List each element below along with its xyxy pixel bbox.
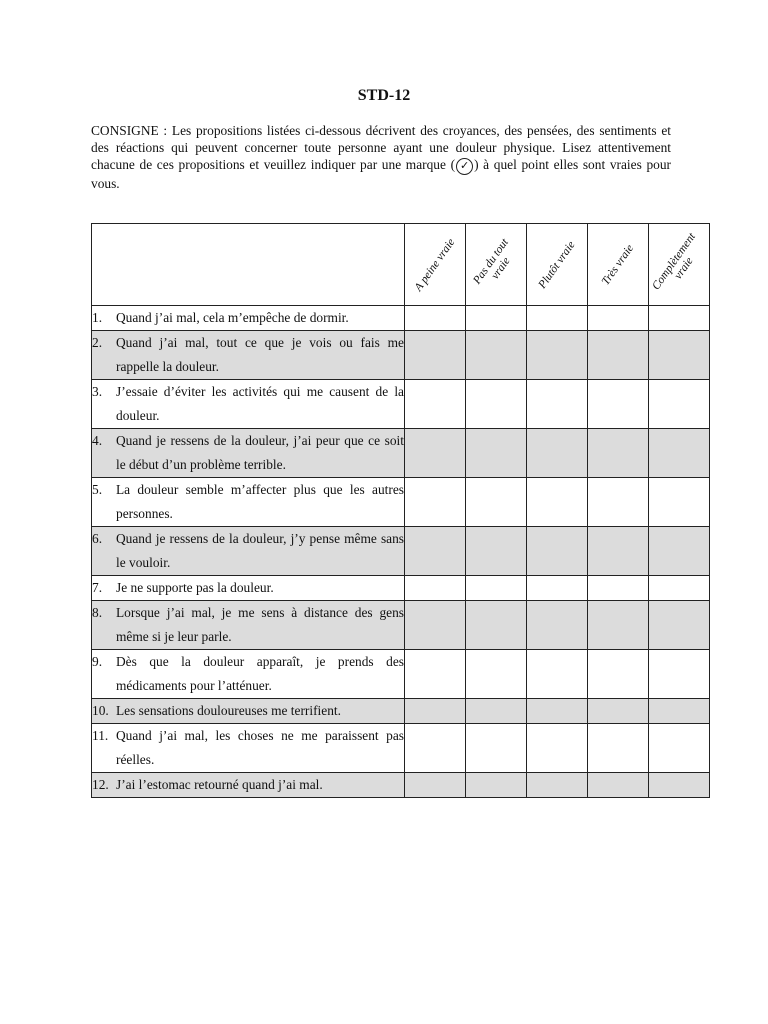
item-text: J’ai l’estomac retourné quand j’ai mal.: [116, 777, 323, 792]
table-row: [92, 527, 710, 576]
instructions-text-end: ) à quel point elles sont vraies pour vous.: [91, 157, 671, 192]
answer-cell-a-peine-vraie[interactable]: [405, 306, 466, 331]
table-row: [92, 650, 710, 699]
answer-cell-tres-vraie[interactable]: [588, 527, 649, 576]
table-row: [92, 576, 710, 601]
answer-cell-tres-vraie[interactable]: [588, 773, 649, 798]
column-header-plutot-vraie: Plutôt vraie: [527, 224, 588, 306]
statement-cell: [92, 429, 405, 478]
item-number: 5.: [92, 482, 103, 497]
answer-cell-plutot-vraie[interactable]: [527, 380, 588, 429]
answer-cell-plutot-vraie[interactable]: [527, 773, 588, 798]
instructions-text: CONSIGNE : Les propositions listées ci-dessous décrivent des croyances, des pensées, des sentiments et des réactions qui peuvent concerner toute personne ayant une douleur physique. Lisez attentivement chacune de ces propositions et veuillez indiquer par une marque (: [91, 123, 671, 173]
answer-cell-plutot-vraie[interactable]: [527, 601, 588, 650]
item-text: Je ne supporte pas la douleur.: [116, 580, 274, 595]
statement-cell: [92, 576, 405, 601]
statement-cell: [92, 601, 405, 650]
answer-cell-a-peine-vraie[interactable]: [405, 429, 466, 478]
answer-cell-pas-du-tout-vraie[interactable]: [466, 380, 527, 429]
item-number: 4.: [92, 433, 103, 448]
item-text: Quand j’ai mal, cela m’empêche de dormir.: [116, 310, 349, 325]
answer-cell-completement-vraie[interactable]: [649, 724, 710, 773]
item-text: Quand j’ai mal, les choses ne me paraissent pas réelles.: [116, 728, 404, 767]
instructions: [91, 122, 671, 193]
answer-cell-tres-vraie[interactable]: [588, 429, 649, 478]
answer-cell-tres-vraie[interactable]: [588, 331, 649, 380]
column-header-pas-du-tout-vraie: Pas du tout vraie: [466, 224, 527, 306]
column-header-tres-vraie: Très vraie: [588, 224, 649, 306]
page-title: STD-12: [357, 87, 411, 104]
statement-cell: [92, 380, 405, 429]
statement-cell: [92, 724, 405, 773]
answer-cell-tres-vraie[interactable]: [588, 724, 649, 773]
item-number: 3.: [92, 384, 103, 399]
answer-cell-a-peine-vraie[interactable]: [405, 650, 466, 699]
answer-cell-pas-du-tout-vraie[interactable]: [466, 773, 527, 798]
item-text: Dès que la douleur apparaît, je prends des médicaments pour l’atténuer.: [116, 654, 404, 693]
answer-cell-pas-du-tout-vraie[interactable]: [466, 724, 527, 773]
header-row: [92, 224, 710, 306]
item-text: Quand je ressens de la douleur, j’y pense même sans le vouloir.: [116, 531, 404, 570]
table-row: [92, 306, 710, 331]
answer-cell-pas-du-tout-vraie[interactable]: [466, 650, 527, 699]
answer-cell-tres-vraie[interactable]: [588, 306, 649, 331]
answer-cell-tres-vraie[interactable]: [588, 601, 649, 650]
answer-cell-pas-du-tout-vraie[interactable]: [466, 429, 527, 478]
answer-cell-completement-vraie[interactable]: [649, 380, 710, 429]
answer-cell-pas-du-tout-vraie[interactable]: [466, 478, 527, 527]
answer-cell-completement-vraie[interactable]: [649, 331, 710, 380]
answer-cell-tres-vraie[interactable]: [588, 699, 649, 724]
answer-cell-a-peine-vraie[interactable]: [405, 601, 466, 650]
answer-cell-completement-vraie[interactable]: [649, 601, 710, 650]
answer-cell-completement-vraie[interactable]: [649, 306, 710, 331]
answer-cell-plutot-vraie[interactable]: [527, 331, 588, 380]
answer-cell-pas-du-tout-vraie[interactable]: [466, 331, 527, 380]
answer-cell-pas-du-tout-vraie[interactable]: [466, 699, 527, 724]
answer-cell-pas-du-tout-vraie[interactable]: [466, 306, 527, 331]
answer-cell-a-peine-vraie[interactable]: [405, 478, 466, 527]
table-row: [92, 331, 710, 380]
item-number: 7.: [92, 580, 103, 595]
item-text: Lorsque j’ai mal, je me sens à distance des gens même si je leur parle.: [116, 605, 404, 644]
item-text: Les sensations douloureuses me terrifient.: [116, 703, 341, 718]
answer-cell-a-peine-vraie[interactable]: [405, 380, 466, 429]
questionnaire-table: [91, 223, 710, 798]
statement-cell: [92, 650, 405, 699]
item-number: 10.: [92, 703, 109, 718]
item-number: 11.: [92, 728, 109, 743]
table-row: [92, 724, 710, 773]
table-row: [92, 380, 710, 429]
item-text: J’essaie d’éviter les activités qui me causent de la douleur.: [116, 384, 404, 423]
statement-header: [92, 224, 405, 306]
answer-cell-completement-vraie[interactable]: [649, 527, 710, 576]
statement-cell: [92, 306, 405, 331]
checkmark-icon: ✓: [456, 158, 473, 175]
answer-cell-plutot-vraie[interactable]: [527, 576, 588, 601]
statement-cell: [92, 773, 405, 798]
item-text: Quand j’ai mal, tout ce que je vois ou fais me rappelle la douleur.: [116, 335, 404, 374]
answer-cell-completement-vraie[interactable]: [649, 699, 710, 724]
statement-cell: [92, 699, 405, 724]
answer-cell-pas-du-tout-vraie[interactable]: [466, 576, 527, 601]
answer-cell-a-peine-vraie[interactable]: [405, 331, 466, 380]
answer-cell-pas-du-tout-vraie[interactable]: [466, 601, 527, 650]
item-number: 12.: [92, 777, 109, 792]
answer-cell-a-peine-vraie[interactable]: [405, 699, 466, 724]
answer-cell-a-peine-vraie[interactable]: [405, 724, 466, 773]
answer-cell-plutot-vraie[interactable]: [527, 699, 588, 724]
statement-cell: [92, 527, 405, 576]
answer-cell-tres-vraie[interactable]: [588, 650, 649, 699]
answer-cell-completement-vraie[interactable]: [649, 773, 710, 798]
answer-cell-plutot-vraie[interactable]: [527, 306, 588, 331]
table-row: [92, 429, 710, 478]
item-number: 6.: [92, 531, 103, 546]
answer-cell-a-peine-vraie[interactable]: [405, 576, 466, 601]
table-row: [92, 478, 710, 527]
answer-cell-plutot-vraie[interactable]: [527, 478, 588, 527]
answer-cell-completement-vraie[interactable]: [649, 429, 710, 478]
table-row: [92, 601, 710, 650]
item-text: La douleur semble m’affecter plus que les autres personnes.: [116, 482, 404, 521]
item-text: Quand je ressens de la douleur, j’ai peur que ce soit le début d’un problème terrible.: [116, 433, 404, 472]
answer-cell-completement-vraie[interactable]: [649, 576, 710, 601]
column-header-completement-vraie: Complètement vraie: [649, 224, 710, 306]
answer-cell-completement-vraie[interactable]: [649, 650, 710, 699]
statement-cell: [92, 331, 405, 380]
answer-cell-pas-du-tout-vraie[interactable]: [466, 527, 527, 576]
answer-cell-tres-vraie[interactable]: [588, 576, 649, 601]
item-number: 9.: [92, 654, 103, 669]
statement-cell: [92, 478, 405, 527]
table-row: [92, 699, 710, 724]
column-header-a-peine-vraie: A peine vraie: [405, 224, 466, 306]
answer-cell-plutot-vraie[interactable]: [527, 527, 588, 576]
answer-cell-plutot-vraie[interactable]: [527, 724, 588, 773]
item-number: 1.: [92, 310, 103, 325]
answer-cell-plutot-vraie[interactable]: [527, 429, 588, 478]
item-number: 8.: [92, 605, 103, 620]
answer-cell-a-peine-vraie[interactable]: [405, 527, 466, 576]
answer-cell-a-peine-vraie[interactable]: [405, 773, 466, 798]
answer-cell-tres-vraie[interactable]: [588, 380, 649, 429]
table-row: [92, 773, 710, 798]
answer-cell-completement-vraie[interactable]: [649, 478, 710, 527]
answer-cell-plutot-vraie[interactable]: [527, 650, 588, 699]
item-number: 2.: [92, 335, 103, 350]
answer-cell-tres-vraie[interactable]: [588, 478, 649, 527]
